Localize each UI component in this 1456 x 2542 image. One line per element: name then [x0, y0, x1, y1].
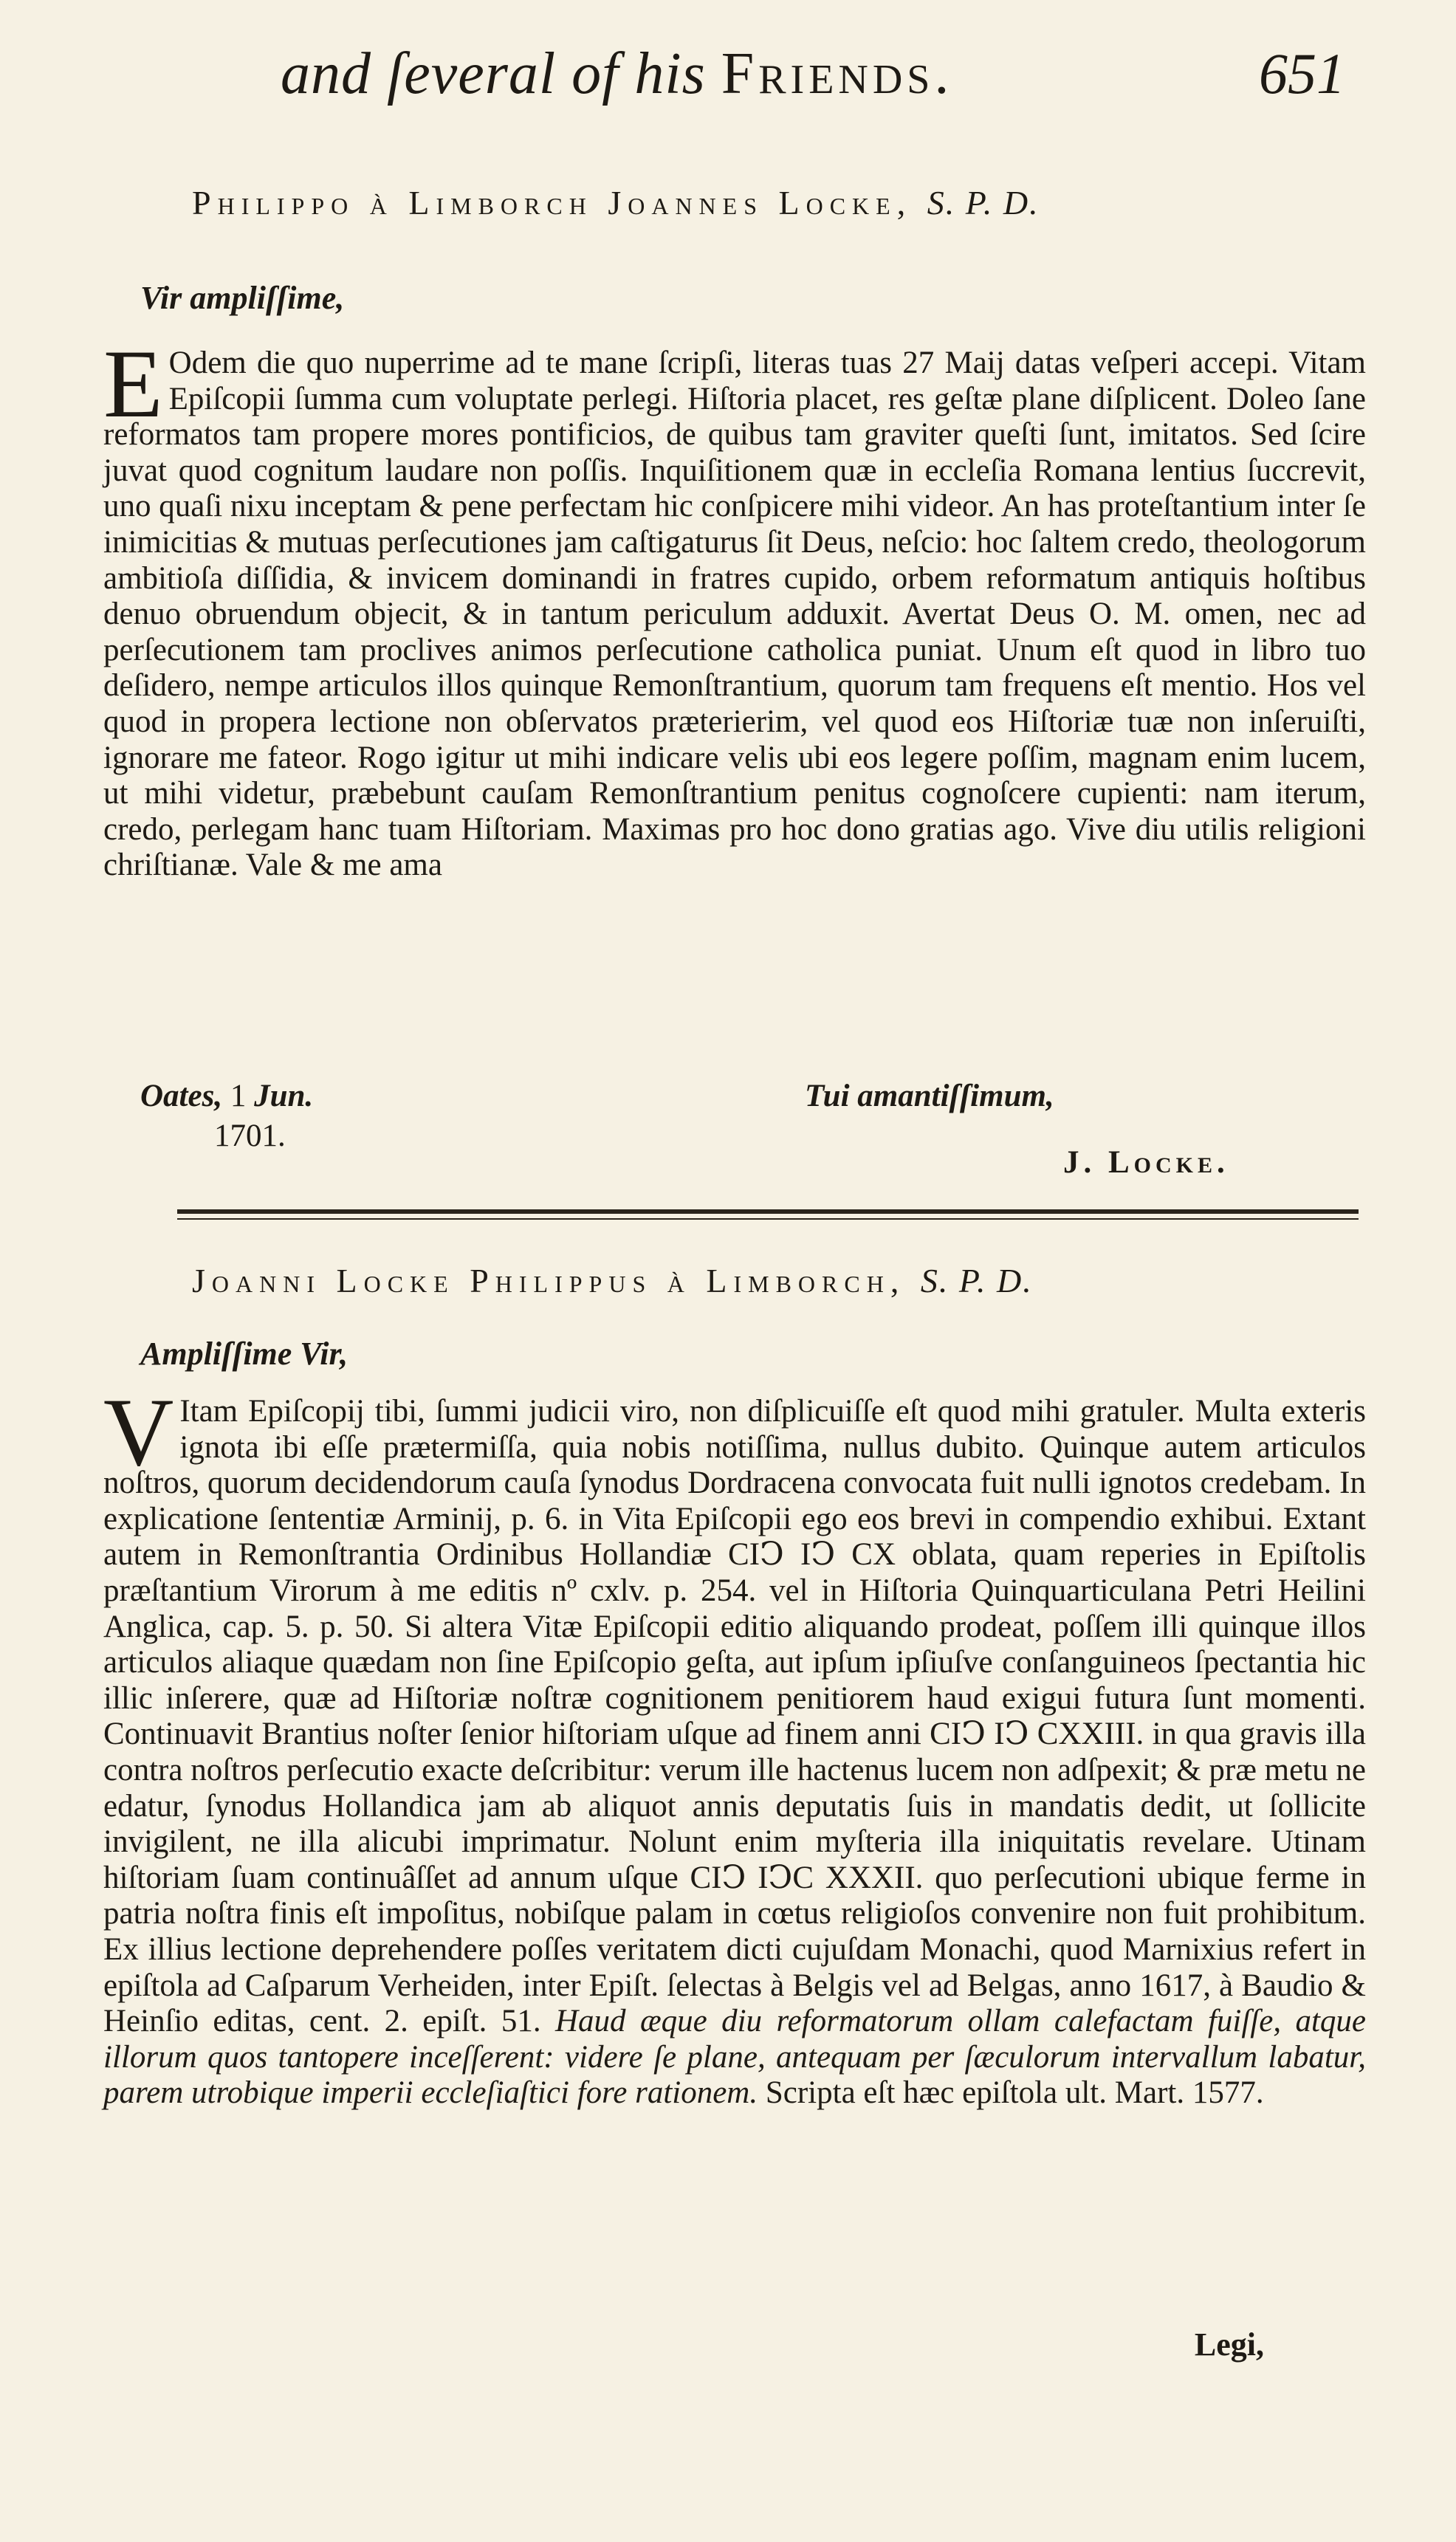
letter1-dateline: Oates, 1 Jun.: [140, 1079, 314, 1113]
page-number: 651: [1259, 41, 1345, 106]
letter2-quotation: Haud æque diu reformatorum ollam calefactam fuiſſe, atque illorum quos tantopere inceſſerent: videre ſe plane, antequam per ſæculorum intervallum labatur, parem utrobique imperii eccleſiaſtici fore rationem.: [103, 2004, 1366, 2111]
running-title: and ſeveral of his Friends.: [281, 41, 954, 106]
running-title-caps: Friends.: [721, 41, 954, 106]
letter2-body: V Itam Epiſcopij tibi, ſummi judicii viro, non diſplicuiſſe eſt quod mihi gratuler. Multa exteris ignota ibi eſſe prætermiſſa, quia nobis notiſſima, nullus dubito. Quinque autem articulos noſtros, quorum decidendorum cauſa ſynodus Dordracena convocata fuit nulli ignotos credebam. In explicatione ſententiæ Arminij, p. 6. in Vita Epiſcopii ego eos brevi in compendio exhibui. Extant autem in Remonſtrantia Ordinibus Hollandiæ CIↃ IↃ CX oblata, quam reperies in Epiſtolis præſtantium Virorum à me editis nº cxlv. p. 254. vel in Hiſtoria Quinquarticulana Petri Heilini Anglica, cap. 5. p. 50. Si altera Vitæ Epiſcopii editio aliquando prodeat, poſſem illi quinque illos articulos aliaque quædam non ſine Epiſcopio geſta, aut ipſum ipſiuſve conſanguineos ſpectantia hic illic inſerere, quæ ad Hiſtoriæ noſtræ cognitionem penitiorem haud exigui futura ſunt momenti. Continuavit Brantius noſter ſenior hiſtoriam uſque ad finem anni CIↃ IↃ CXXIII. in qua gravis illa contra noſtros perſecutio exacte deſcribitur: verum ille hactenus lucem non adſpexit; & præ metu ne edatur, ſynodus Hollandica jam ab aliquot annis deputatis ſuis in mandatis dedit, ut ſollicite invigilent, ne illa alicubi imprimatur. Nolunt enim myſteria illa iniquitatis revelare. Utinam hiſtoriam ſuam continuâſſet ad annum uſque CIↃ IↃC XXXII. quo perſecutioni ubique ferme in patria noſtra finis eſt impoſitus, nobiſque palam in cœtus religioſos convenire non fuit prohibitum. Ex illius lectione deprehendere poſſes veritatem dicti cujuſdam Monachi, quod Marnixius refert in epiſtola ad Caſparum Verheiden, inter Epiſt. ſelectas à Belgis vel ad Belgas, anno 1617, à Baudio & Heinſio editas, cent. 2. epiſt. 51. Haud æque diu reformatorum ollam calefactam fuiſſe, atque illorum quos tantopere inceſſerent: videre ſe plane, antequam per ſæculorum intervallum labatur, parem utrobique imperii eccleſiaſtici fore rationem. Scripta eſt hæc epiſtola ult. Mart. 1577.: [103, 1378, 1366, 2111]
section-divider-thin: [177, 1218, 1359, 1220]
letter2-address: Joanni Locke Philippus à Limborch, S. P. D.: [192, 1262, 1033, 1299]
letter1-body: E Odem die quo nuperrime ad te mane ſcripſi, literas tuas 27 Maij datas veſperi accepi. Vitam Epiſcopii ſumma cum voluptate perlegi. Hiſtoria placet, res geſtæ plane diſplicent. Doleo ſane reformatos tam propere mores pontificios, de quibus tam graviter queſti ſunt, imitatos. Sed ſcire juvat quod cognitum laudare non poſſis. Inquiſitionem quæ in eccleſia Romana lentius ſuccrevit, uno quaſi nixu inceptam & pene perfectam hic conſpicere mihi videor. An has proteſtantium inter ſe inimicitias & mutuas perſecutiones jam caſtigaturus ſit Deus, neſcio: hoc ſaltem credo, theologorum ambitioſa diſſidia, & invicem dominandi in fratres cupido, orbem reformatum antiquis hoſtibus denuo obruendum objecit, & in tantum periculum adduxit. Avertat Deus O. M. omen, nec ad perſecutionem tam proclives animos perſecutione catholica puniat. Unum eſt quod in libro tuo deſidero, nempe articulos illos quinque Remonſtrantium, quorum tam frequens eſt mentio. Hos vel quod in propera lectione non obſervatos præterierim, vel quod eos Hiſtoriæ tuæ non inſeruiſti, ignorare me fateor. Rogo igitur ut mihi indicare velis ubi eos legere poſſim, magnam enim lucem, ut mihi videtur, præbebunt cauſam Remonſtrantium penitus cognoſcere cupienti: nam iterum, credo, perlegam hanc tuam Hiſtoriam. Maximas pro hoc dono gratias ago. Vive diu utilis religioni chriſtianæ. Vale & me ama: [103, 329, 1367, 883]
letter2-salutation: Ampliſſime Vir,: [140, 1336, 348, 1372]
letter1-signature: J. Locke.: [1063, 1145, 1229, 1180]
section-divider: [177, 1209, 1359, 1214]
letter2-address-tail: S. P. D.: [920, 1262, 1033, 1299]
letter1-closing: Tui amantiſſimum,: [805, 1079, 1054, 1113]
catchword: Legi,: [1194, 2326, 1264, 2363]
letter1-address: Philippo à Limborch Joannes Locke, S. P. D.: [192, 184, 1040, 221]
letter1-year: 1701.: [214, 1119, 286, 1153]
letter2-dropcap: V: [103, 1378, 174, 1486]
letter1-address-tail: S. P. D.: [927, 184, 1040, 221]
letter1-dropcap: E: [103, 329, 163, 438]
letter1-salutation: Vir ampliſſime,: [140, 280, 345, 316]
page-header: [281, 41, 1345, 122]
